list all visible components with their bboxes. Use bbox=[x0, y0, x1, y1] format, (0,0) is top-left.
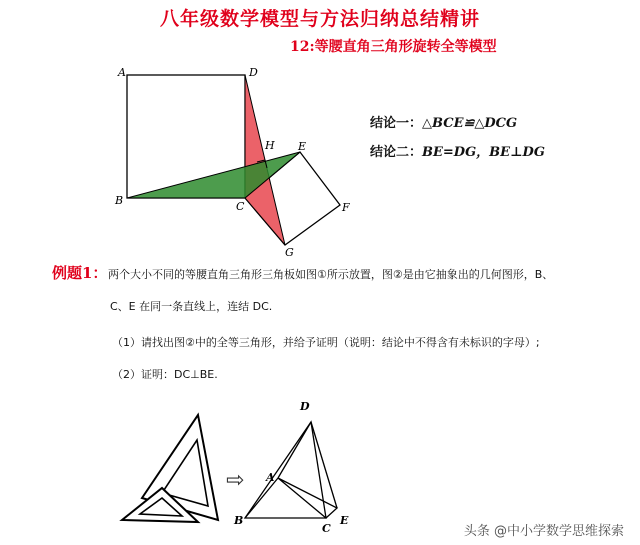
label-a: A bbox=[118, 66, 126, 79]
label-b: B bbox=[115, 194, 124, 207]
segment-de bbox=[311, 422, 337, 508]
fig2-label-b: B bbox=[234, 514, 244, 527]
fig2-label-d: D bbox=[300, 400, 310, 413]
conclusion-2 bbox=[370, 141, 545, 160]
figure-1-diagram bbox=[110, 62, 360, 257]
segment-ab bbox=[245, 478, 278, 518]
transform-arrow: ⇨ bbox=[226, 468, 245, 493]
label-h: H bbox=[265, 139, 275, 152]
label-e: E bbox=[298, 140, 307, 153]
fig2-label-e: E bbox=[340, 514, 349, 527]
fig2-label-a: A bbox=[266, 471, 275, 484]
fig2-label-c: C bbox=[322, 522, 331, 535]
example-line-2: C、E 在同一条直线上，连结 DC. bbox=[110, 300, 273, 313]
watermark: 头条 @中小学数学思维探索 bbox=[463, 524, 624, 539]
page-title: 八年级数学模型与方法归纳总结精讲 bbox=[159, 8, 480, 30]
triangle-ace bbox=[278, 478, 337, 518]
conclusion-1-label: 结论一： bbox=[370, 116, 423, 131]
label-f: F bbox=[342, 201, 350, 214]
conclusion-2-text: BE=DG，BE⊥DG bbox=[422, 145, 545, 160]
example-question-1: （1）请找出图②中的全等三角形，并给予证明（说明：结论中不得含有未标识的字母）; bbox=[112, 336, 540, 349]
example-label: 例题1： bbox=[52, 264, 108, 282]
label-d: D bbox=[249, 66, 258, 79]
example-line-1: 两个大小不同的等腰直角三角形三角板如图①所示放置，图②是由它抽象出的几何图形，B、 bbox=[108, 268, 554, 281]
page-subtitle: 12:等腰直角三角形旋转全等模型 bbox=[290, 39, 497, 55]
figure-2-set-squares bbox=[118, 405, 223, 535]
example-question-2: （2）证明：DC⊥BE. bbox=[112, 368, 218, 381]
conclusion-1 bbox=[370, 112, 517, 131]
label-g: G bbox=[285, 246, 294, 257]
triangle-bce bbox=[127, 152, 300, 198]
segment-ad bbox=[278, 422, 311, 478]
conclusion-1-text: △BCE≌△DCG bbox=[422, 116, 518, 131]
label-c: C bbox=[236, 200, 245, 213]
figure-2-geometry bbox=[232, 395, 362, 535]
small-set-square bbox=[122, 488, 198, 522]
conclusion-2-label: 结论二： bbox=[370, 145, 423, 160]
